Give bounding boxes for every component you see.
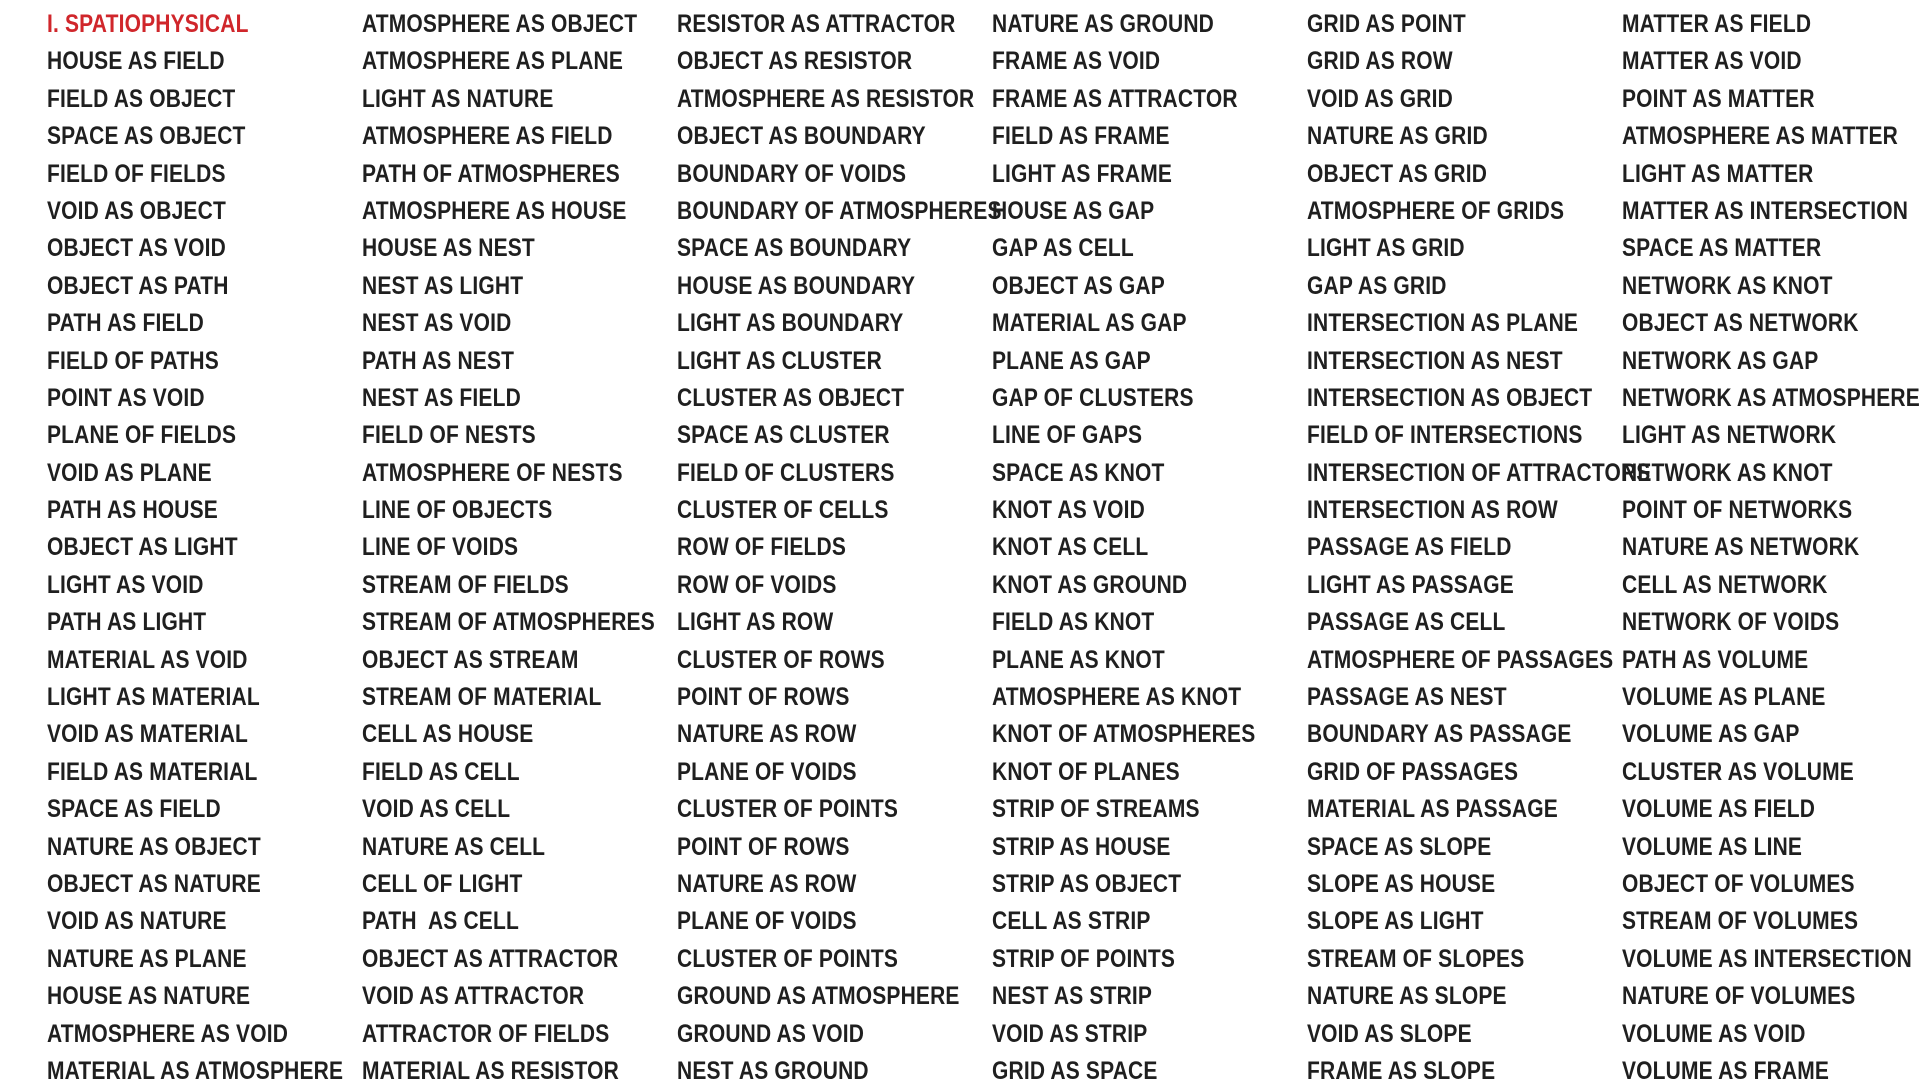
term-item: FIELD OF CLUSTERS — [677, 458, 895, 487]
term-item: POINT OF NETWORKS — [1622, 496, 1853, 525]
term-item: SPACE AS FIELD — [47, 795, 221, 824]
term-item: MATTER AS INTERSECTION — [1622, 196, 1909, 225]
term-item: KNOT OF PLANES — [992, 757, 1180, 786]
term-item: STRIP OF POINTS — [992, 944, 1175, 973]
term-item: PASSAGE AS CELL — [1307, 608, 1506, 637]
term-item: MATTER AS FIELD — [1622, 10, 1812, 38]
term-item: LIGHT AS GRID — [1307, 234, 1465, 263]
term-item: OBJECT AS NATURE — [47, 869, 261, 898]
term-item: OBJECT AS ATTRACTOR — [362, 944, 619, 973]
term-item: CELL AS HOUSE — [362, 720, 534, 749]
term-column-4 — [992, 6, 1302, 1090]
term-item: PATH AS CELL — [362, 907, 519, 936]
term-item: OBJECT AS LIGHT — [47, 533, 238, 562]
term-item: ATMOSPHERE AS FIELD — [362, 122, 613, 151]
term-item: OBJECT AS GRID — [1307, 159, 1488, 188]
term-item: CELL OF LIGHT — [362, 869, 523, 898]
term-item: PLANE OF FIELDS — [47, 421, 237, 450]
term-item: NEST AS LIGHT — [362, 271, 524, 300]
term-item: FIELD OF NESTS — [362, 421, 536, 450]
term-item: PATH AS HOUSE — [47, 496, 218, 525]
term-item: ROW OF FIELDS — [677, 533, 847, 562]
term-item: POINT OF ROWS — [677, 832, 850, 861]
term-item: STRIP AS OBJECT — [992, 869, 1182, 898]
term-item: CLUSTER OF POINTS — [677, 944, 899, 973]
term-item: SPACE AS SLOPE — [1307, 832, 1492, 861]
term-item: ATMOSPHERE AS RESISTOR — [677, 84, 975, 113]
term-item: NATURE AS OBJECT — [47, 832, 261, 861]
term-item: STREAM OF SLOPES — [1307, 944, 1525, 973]
term-item: VOID AS PLANE — [47, 458, 212, 487]
term-item: INTERSECTION AS PLANE — [1307, 309, 1579, 338]
term-item: PATH AS LIGHT — [47, 608, 207, 637]
term-item: GROUND AS ATMOSPHERE — [677, 982, 960, 1011]
term-item: LIGHT AS NETWORK — [1622, 421, 1837, 450]
term-column-3 — [677, 6, 1002, 1090]
term-item: LIGHT AS CLUSTER — [677, 346, 882, 375]
term-item: FRAME AS SLOPE — [1307, 1056, 1496, 1085]
term-item: NEST AS FIELD — [362, 383, 521, 412]
term-column-5 — [1307, 6, 1651, 1090]
term-item: GRID AS POINT — [1307, 10, 1466, 38]
term-item: FIELD AS CELL — [362, 757, 520, 786]
term-item: GRID AS ROW — [1307, 47, 1453, 76]
term-item: LIGHT AS FRAME — [992, 159, 1173, 188]
term-item: FIELD OF PATHS — [47, 346, 219, 375]
term-item: NATURE AS GROUND — [992, 10, 1215, 38]
term-item: CLUSTER OF ROWS — [677, 645, 885, 674]
term-item: STRIP AS HOUSE — [992, 832, 1171, 861]
term-item: CELL AS STRIP — [992, 907, 1151, 936]
term-item: FRAME AS VOID — [992, 47, 1161, 76]
term-item: OBJECT AS NETWORK — [1622, 309, 1859, 338]
term-item: SPACE AS BOUNDARY — [677, 234, 912, 263]
term-item: NETWORK AS GAP — [1622, 346, 1819, 375]
term-item: NETWORK AS KNOT — [1622, 271, 1833, 300]
term-item: STREAM OF FIELDS — [362, 570, 569, 599]
term-item: CELL AS NETWORK — [1622, 570, 1828, 599]
term-item: FIELD AS FRAME — [992, 122, 1170, 151]
term-item: ATMOSPHERE AS KNOT — [992, 683, 1242, 712]
term-item: STRIP OF STREAMS — [992, 795, 1200, 824]
term-item: NEST AS STRIP — [992, 982, 1153, 1011]
term-item: BOUNDARY OF ATMOSPHERES — [677, 196, 1002, 225]
term-item: BOUNDARY OF VOIDS — [677, 159, 907, 188]
term-item: MATERIAL AS VOID — [47, 645, 248, 674]
term-item: FIELD AS OBJECT — [47, 84, 236, 113]
term-item: RESISTOR AS ATTRACTOR — [677, 10, 956, 38]
term-item: NATURE AS PLANE — [47, 944, 247, 973]
term-item: VOID AS ATTRACTOR — [362, 982, 585, 1011]
term-item: HOUSE AS NEST — [362, 234, 535, 263]
term-item: ATMOSPHERE AS MATTER — [1622, 122, 1898, 151]
term-item: HOUSE AS NATURE — [47, 982, 251, 1011]
term-column-2 — [362, 6, 672, 1090]
term-item: OBJECT AS STREAM — [362, 645, 579, 674]
term-item: NETWORK AS ATMOSPHERE — [1622, 383, 1920, 412]
term-item: NETWORK OF VOIDS — [1622, 608, 1840, 637]
term-item: VOID AS NATURE — [47, 907, 227, 936]
term-item: MATTER AS VOID — [1622, 47, 1802, 76]
term-item: NATURE AS SLOPE — [1307, 982, 1507, 1011]
term-item: VOID AS SLOPE — [1307, 1019, 1472, 1048]
term-item: HOUSE AS GAP — [992, 196, 1155, 225]
term-item: NATURE AS CELL — [362, 832, 546, 861]
term-item: FRAME AS ATTRACTOR — [992, 84, 1238, 113]
term-item: SLOPE AS LIGHT — [1307, 907, 1484, 936]
term-item: OBJECT AS PATH — [47, 271, 229, 300]
term-item: ATMOSPHERE OF GRIDS — [1307, 196, 1565, 225]
term-item: ATMOSPHERE AS PLANE — [362, 47, 624, 76]
term-item: ATMOSPHERE AS OBJECT — [362, 10, 638, 38]
term-item: HOUSE AS FIELD — [47, 47, 225, 76]
term-item: ATMOSPHERE OF PASSAGES — [1307, 645, 1614, 674]
term-item: ATMOSPHERE AS HOUSE — [362, 196, 627, 225]
term-item: PLANE OF VOIDS — [677, 907, 857, 936]
term-item: KNOT AS GROUND — [992, 570, 1188, 599]
term-item: CLUSTER AS VOLUME — [1622, 757, 1854, 786]
term-item: LIGHT AS NATURE — [362, 84, 554, 113]
section-heading: I. SPATIOPHYSICAL — [47, 10, 249, 38]
term-item: MATERIAL AS PASSAGE — [1307, 795, 1558, 824]
term-item: CLUSTER AS OBJECT — [677, 383, 905, 412]
term-item: VOID AS GRID — [1307, 84, 1453, 113]
term-item: OBJECT AS BOUNDARY — [677, 122, 926, 151]
term-item: PATH AS FIELD — [47, 309, 204, 338]
term-item: ROW OF VOIDS — [677, 570, 837, 599]
term-item: ATMOSPHERE OF NESTS — [362, 458, 623, 487]
term-item: VOLUME AS FIELD — [1622, 795, 1816, 824]
term-item: CLUSTER OF POINTS — [677, 795, 899, 824]
term-item: OBJECT OF VOLUMES — [1622, 869, 1855, 898]
term-item: VOID AS MATERIAL — [47, 720, 249, 749]
term-item: NATURE OF VOLUMES — [1622, 982, 1856, 1011]
term-item: LIGHT AS ROW — [677, 608, 834, 637]
term-item: SLOPE AS HOUSE — [1307, 869, 1496, 898]
term-item: ATMOSPHERE AS VOID — [47, 1019, 289, 1048]
term-item: KNOT AS VOID — [992, 496, 1145, 525]
term-item: SPACE AS MATTER — [1622, 234, 1822, 263]
term-item: VOLUME AS FRAME — [1622, 1056, 1830, 1085]
term-item: HOUSE AS BOUNDARY — [677, 271, 916, 300]
term-item: GAP OF CLUSTERS — [992, 383, 1194, 412]
term-item: STREAM OF ATMOSPHERES — [362, 608, 655, 637]
term-item: KNOT OF ATMOSPHERES — [992, 720, 1256, 749]
term-item: LIGHT AS VOID — [47, 570, 204, 599]
term-item: PATH AS NEST — [362, 346, 515, 375]
term-item: GRID AS SPACE — [992, 1056, 1158, 1085]
term-item: VOLUME AS VOID — [1622, 1019, 1806, 1048]
term-item: ATTRACTOR OF FIELDS — [362, 1019, 610, 1048]
term-item: NEST AS GROUND — [677, 1056, 869, 1085]
term-item: INTERSECTION OF ATTRACTORS — [1307, 458, 1651, 487]
term-item: NATURE AS ROW — [677, 720, 857, 749]
term-item: POINT OF ROWS — [677, 683, 850, 712]
term-item: VOID AS STRIP — [992, 1019, 1148, 1048]
term-item: PLANE OF VOIDS — [677, 757, 857, 786]
term-item: PATH OF ATMOSPHERES — [362, 159, 620, 188]
term-item: LIGHT AS PASSAGE — [1307, 570, 1514, 599]
term-item: GAP AS GRID — [1307, 271, 1447, 300]
term-item: VOLUME AS GAP — [1622, 720, 1800, 749]
term-item: LINE OF GAPS — [992, 421, 1143, 450]
term-item: VOID AS OBJECT — [47, 196, 226, 225]
term-item: NATURE AS ROW — [677, 869, 857, 898]
term-column-6 — [1622, 6, 1920, 1090]
term-item: FIELD OF FIELDS — [47, 159, 226, 188]
term-item: NEST AS VOID — [362, 309, 512, 338]
term-item: INTERSECTION AS OBJECT — [1307, 383, 1593, 412]
term-item: MATERIAL AS ATMOSPHERE — [47, 1056, 344, 1085]
term-item: POINT AS MATTER — [1622, 84, 1815, 113]
term-item: LIGHT AS MATERIAL — [47, 683, 260, 712]
term-item: LIGHT AS BOUNDARY — [677, 309, 904, 338]
term-item: STREAM OF MATERIAL — [362, 683, 602, 712]
term-item: PATH AS VOLUME — [1622, 645, 1809, 674]
term-item: PLANE AS GAP — [992, 346, 1151, 375]
term-item: MATERIAL AS GAP — [992, 309, 1187, 338]
term-item: OBJECT AS VOID — [47, 234, 226, 263]
term-item: NATURE AS GRID — [1307, 122, 1488, 151]
term-item: PLANE AS KNOT — [992, 645, 1165, 674]
term-item: FIELD AS KNOT — [992, 608, 1155, 637]
term-item: MATERIAL AS RESISTOR — [362, 1056, 619, 1085]
term-item: SPACE AS CLUSTER — [677, 421, 890, 450]
term-item: OBJECT AS RESISTOR — [677, 47, 913, 76]
term-item: LINE OF VOIDS — [362, 533, 519, 562]
term-item: NETWORK AS KNOT — [1622, 458, 1833, 487]
term-item: FIELD AS MATERIAL — [47, 757, 258, 786]
term-item: GRID OF PASSAGES — [1307, 757, 1519, 786]
term-item: OBJECT AS GAP — [992, 271, 1165, 300]
term-item: INTERSECTION AS ROW — [1307, 496, 1558, 525]
term-item: PASSAGE AS FIELD — [1307, 533, 1512, 562]
term-item: GAP AS CELL — [992, 234, 1134, 263]
term-item: INTERSECTION AS NEST — [1307, 346, 1563, 375]
term-item: STREAM OF VOLUMES — [1622, 907, 1859, 936]
term-item: VOLUME AS INTERSECTION — [1622, 944, 1912, 973]
term-item: VOID AS CELL — [362, 795, 511, 824]
term-item: POINT AS VOID — [47, 383, 205, 412]
term-item: SPACE AS KNOT — [992, 458, 1165, 487]
term-item: FIELD OF INTERSECTIONS — [1307, 421, 1583, 450]
term-item: LINE OF OBJECTS — [362, 496, 553, 525]
term-item: VOLUME AS LINE — [1622, 832, 1803, 861]
term-item: KNOT AS CELL — [992, 533, 1149, 562]
term-item: CLUSTER OF CELLS — [677, 496, 889, 525]
term-item: PASSAGE AS NEST — [1307, 683, 1507, 712]
term-item: SPACE AS OBJECT — [47, 122, 246, 151]
term-item: BOUNDARY AS PASSAGE — [1307, 720, 1572, 749]
term-item: VOLUME AS PLANE — [1622, 683, 1826, 712]
term-item: GROUND AS VOID — [677, 1019, 865, 1048]
term-item: LIGHT AS MATTER — [1622, 159, 1814, 188]
term-item: NATURE AS NETWORK — [1622, 533, 1860, 562]
term-column-1 — [47, 6, 357, 1090]
